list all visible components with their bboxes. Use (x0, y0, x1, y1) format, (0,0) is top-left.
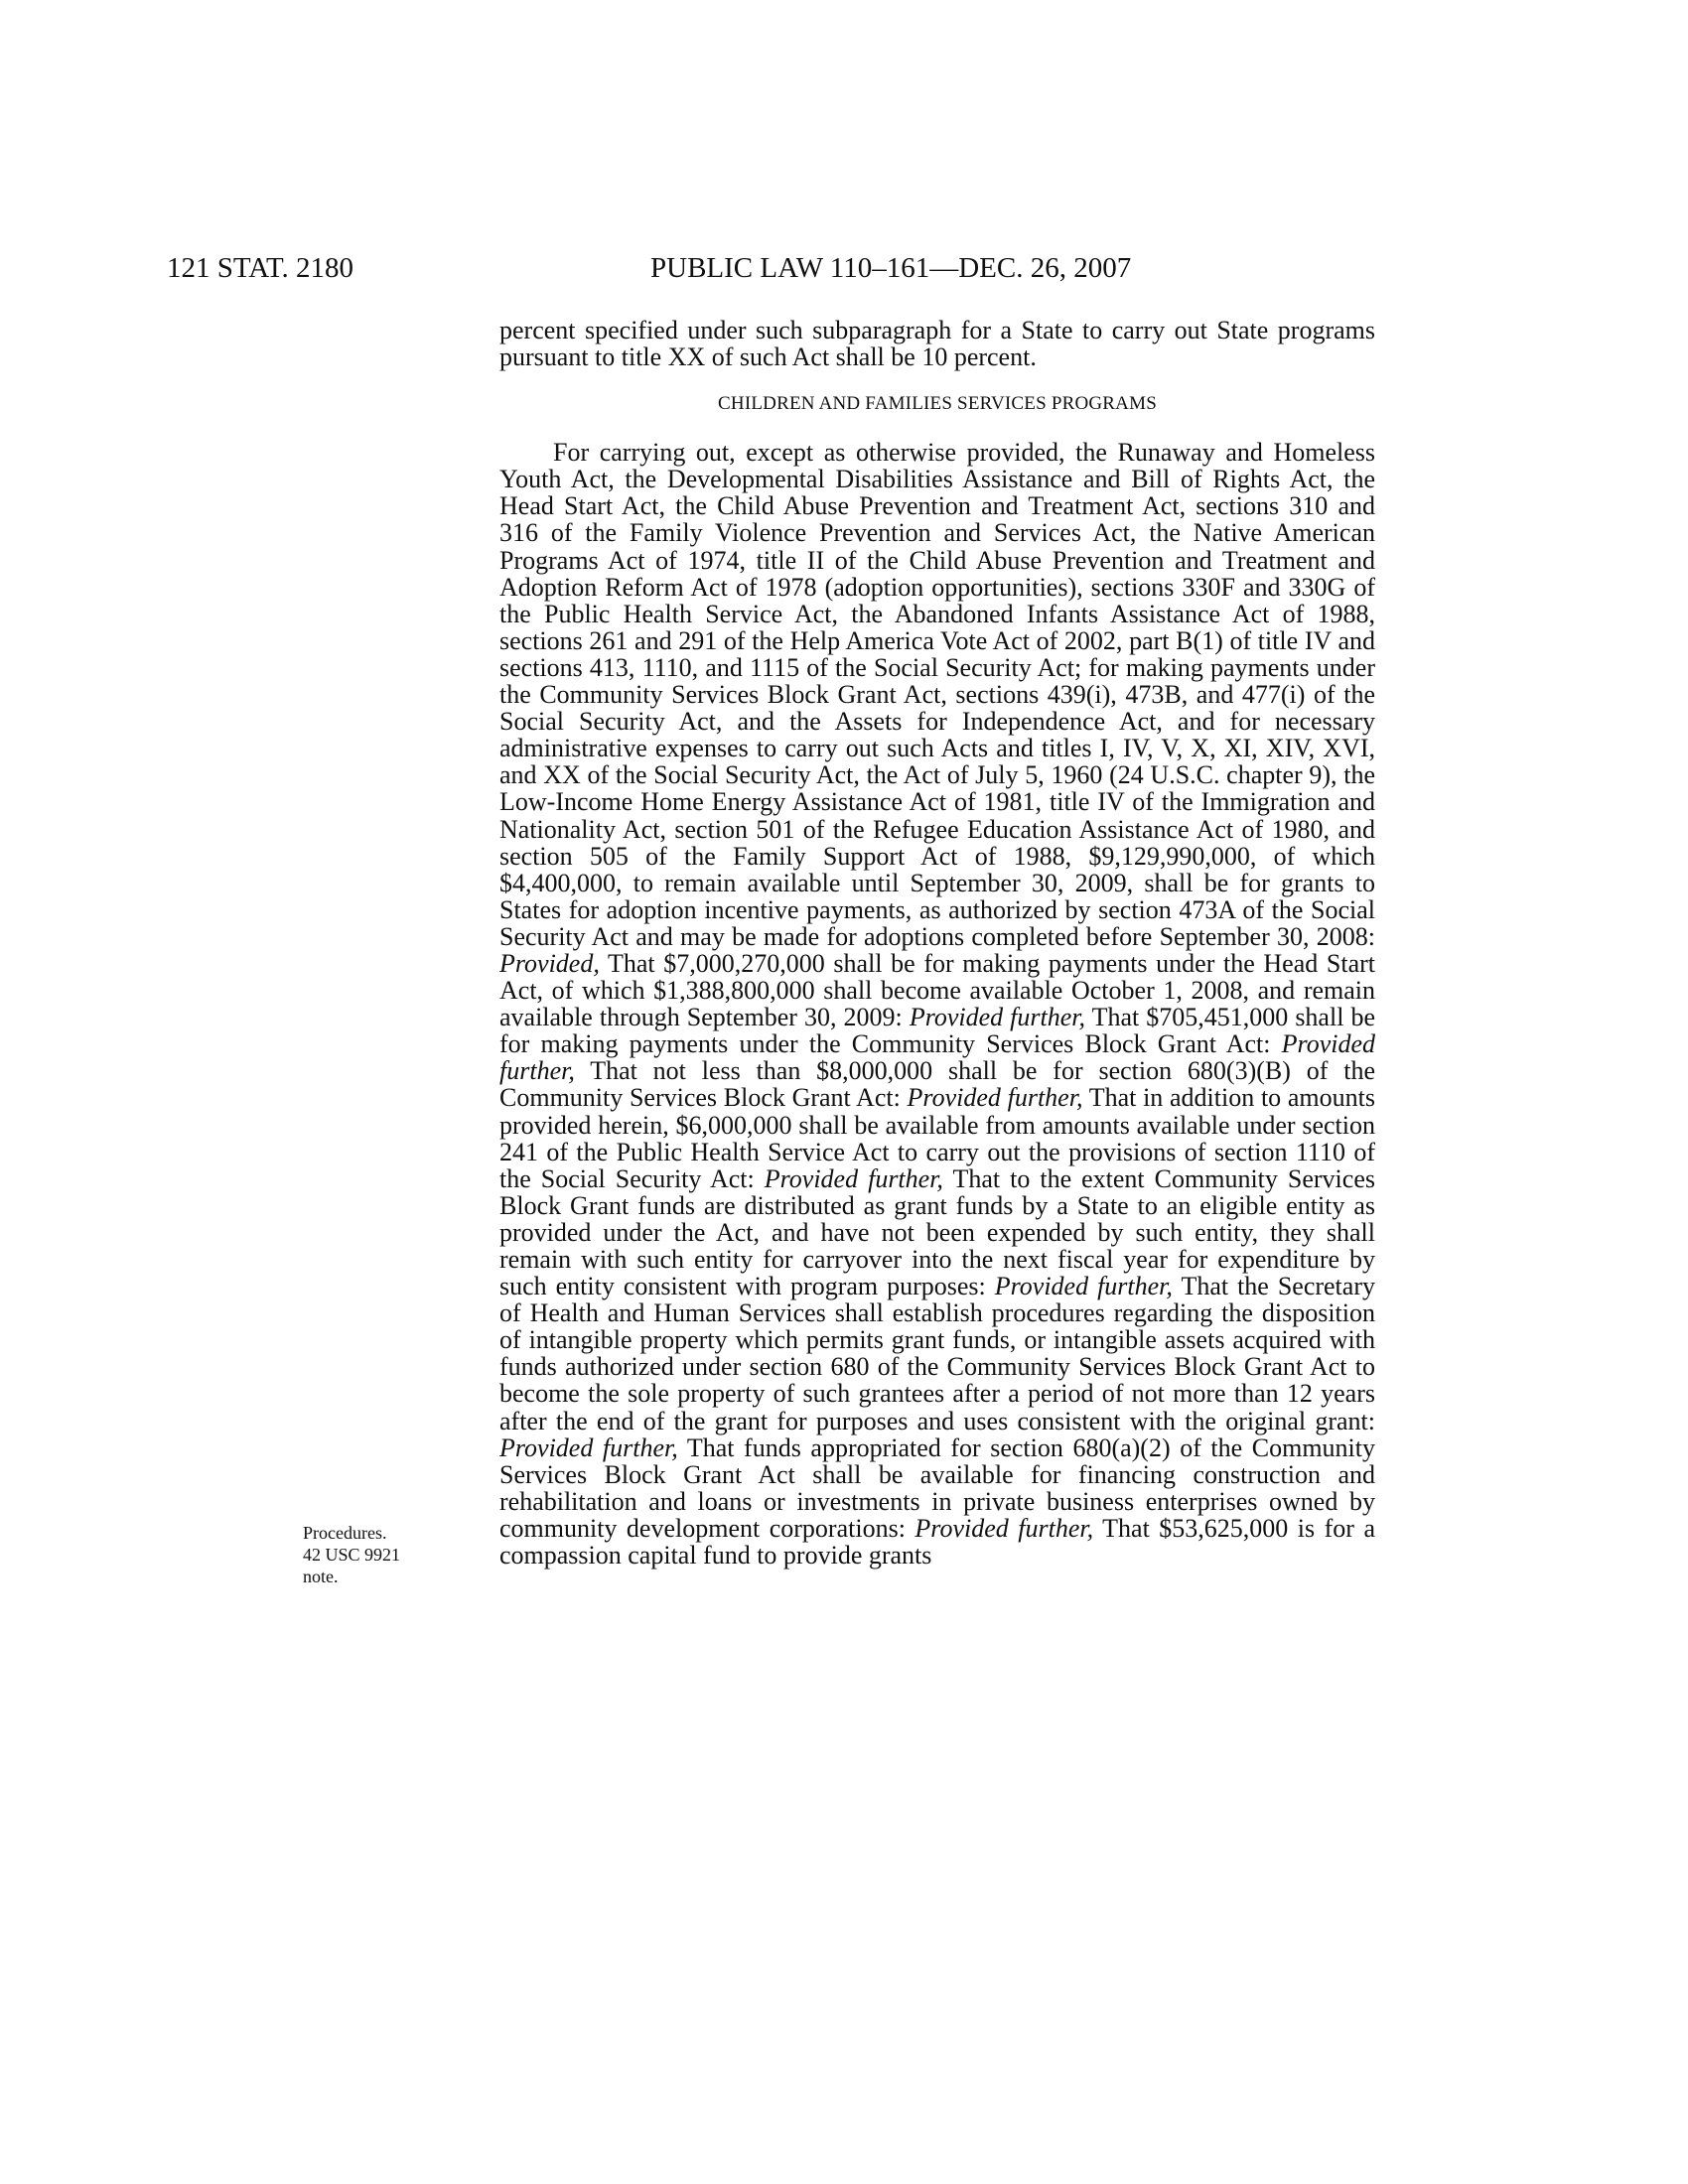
paragraph-text-segment: That $7,000,270,000 shall be for making payments under the Head Start Act, of which $1,388,800,000 shall become available October 1, 2008, and remain available through September 30, 2009: (499, 948, 1375, 1032)
proviso-phrase: Provided further, (909, 1003, 1086, 1032)
proviso-phrase: Provided, (499, 948, 600, 978)
carryover-paragraph: percent specified under such subparagraph for a State to carry out State programs pursuant to title XX of such Act shall be 10 percent. (499, 316, 1375, 372)
proviso-phrase: Provided further, (994, 1272, 1173, 1301)
margin-note-line: Procedures. (303, 1523, 387, 1543)
margin-note-line: 42 USC 9921 (303, 1545, 401, 1565)
paragraph-text-segment: That not less than $8,000,000 shall be for section 680(3)(B) of the Community Services Block Grant Act: (499, 1056, 1375, 1113)
proviso-phrase: Provided further, (764, 1163, 943, 1193)
section-heading: CHILDREN AND FAMILIES SERVICES PROGRAMS (718, 393, 1157, 415)
proviso-phrase: Provided further, (499, 1433, 678, 1462)
proviso-phrase: Provided further, (499, 1029, 1375, 1086)
paragraph-text-segment: That to the extent Community Services Block Grant funds are distributed as grant funds by a State to an eligible entity as provided under the Act, and have not been expended by such entity, they shall remain with such entity for carryover into the next fiscal year for expenditure by such entity consistent with program purposes: (499, 1163, 1375, 1301)
paragraph-text-segment: That funds appropriated for section 680(a)(2) of the Community Services Block Grant Act shall be available for financing construction and rehabilitation and loans or investments in private business enterprises owned by community development corporations: (499, 1433, 1375, 1543)
paragraph-text-segment: That in addition to amounts provided herein, $6,000,000 shall be available from amounts available under section 241 of the Public Health Service Act to carry out the provisions of section 1110 of the Social Security Act: (499, 1083, 1375, 1193)
proviso-phrase: Provided further, (914, 1513, 1094, 1543)
paragraph-text-segment: That $705,451,000 shall be for making payments under the Community Services Block Grant Act: (499, 1003, 1375, 1059)
paragraph-text-segment: For carrying out, except as otherwise provided, the Runaway and Homeless Youth Act, the Developmental Disabilities Assistance and Bill of Rights Act, the Head Start Act, the Child Abuse Prevention and Treatment Act, sections 310 and 316 of the Family Violence Prevention and Services Act, the Native American Programs Act of 1974, title II of the Child Abuse Prevention and Treatment and Adoption Reform Act of 1978 (adoption opportunities), sections 330F and 330G of the Public Health Service Act, the Abandoned Infants Assistance Act of 1988, sections 261 and 291 of the Help America Vote Act of 2002, part B(1) of title IV and sections 413, 1110, and 1115 of the Social Security Act; for making payments under the Community Services Block Grant Act, sections 439(i), 473B, and 477(i) of the Social Security Act, and the Assets for Independence Act, and for necessary administrative expenses to carry out such Acts and titles I, IV, V, X, XI, XIV, XVI, and XX of the Social Security Act, the Act of July 5, 1960 (24 U.S.C. chapter 9), the Low-Income Home Energy Assistance Act of 1981, title IV of the Immigration and Nationality Act, section 501 of the Refugee Education Assistance Act of 1980, and section 505 of the Family Support Act of 1988, $9,129,990,000, of which $4,400,000, to remain available until September 30, 2009, shall be for grants to States for adoption incentive payments, as authorized by section 473A of the Social Security Act and may be made for adoptions completed before September 30, 2008: (499, 438, 1375, 951)
paragraph-text-segment: That the Secretary of Health and Human Services shall establish procedures regarding the disposition of intangible property which permits grant funds, or intangible assets acquired with funds authorized under section 680 of the Community Services Block Grant Act to become the sole property of such grantees after a period of not more than 12 years after the end of the grant for purposes and uses consistent with the original grant: (499, 1272, 1375, 1435)
public-law-citation: PUBLIC LAW 110–161—DEC. 26, 2007 (650, 252, 1132, 284)
margin-note (303, 1522, 462, 1587)
proviso-phrase: Provided further, (907, 1083, 1083, 1113)
paragraph-text-segment: That $53,625,000 is for a compassion capital fund to provide grants (499, 1513, 1375, 1570)
appropriation-paragraph (499, 439, 1375, 1569)
body-text (499, 317, 1375, 1569)
margin-note-line: note. (303, 1567, 339, 1586)
statute-page-number: 121 STAT. 2180 (167, 252, 354, 284)
